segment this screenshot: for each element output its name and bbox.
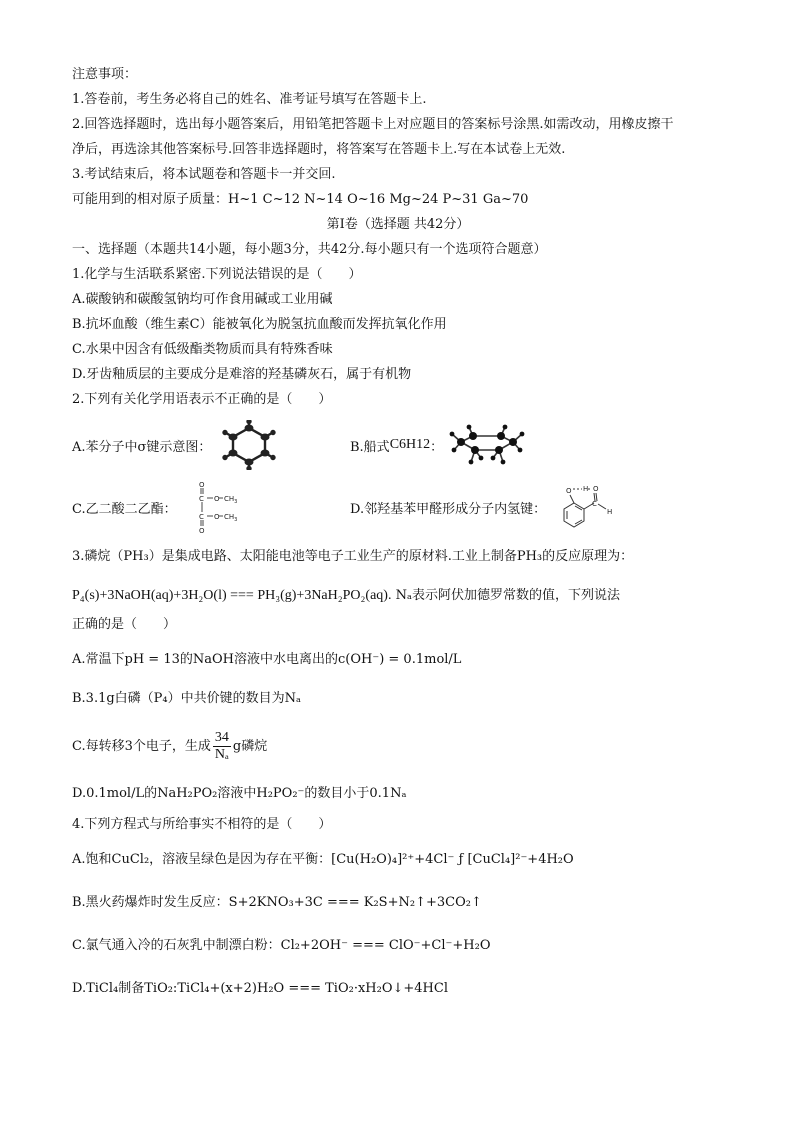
notice-item-2-cont: 净后，再选涂其他答案标号.回答非选择题时，将答案写在答题卡上.写在本试卷上无效. (72, 142, 566, 157)
q3-equation-line (72, 583, 724, 608)
q4-stem: 4.下列方程式与所给事实不相符的是（ ） (72, 817, 332, 832)
q2-row-ab (72, 416, 724, 474)
q3-option-a: A.常温下pH = 13的NaOH溶液中水电离出的c(OH⁻) = 0.1mol/L (72, 652, 462, 667)
q3-option-c-fraction (213, 730, 231, 763)
hbond-label-c: C (592, 500, 597, 508)
hbond-label-h: H (583, 485, 589, 493)
fraction-numerator: 34 (214, 730, 229, 745)
ester-label-c1: C (198, 495, 204, 503)
ester-label-o-top: O (198, 481, 205, 489)
ester-label-c2: C (198, 513, 204, 521)
q3-option-b: B.3.1g白磷（P₄）中共价键的数目为Nₐ (72, 691, 302, 706)
q2-option-c-text: C.乙二酸二乙酯： (72, 501, 177, 517)
q4-option-d: D.TiCl₄制备TiO₂:TiCl₄+(x+2)H₂O === TiO₂·xH₂O↓+4HCl (72, 981, 449, 996)
part-title: 第Ⅰ卷（选择题 共42分） (326, 217, 470, 232)
q1-stem: 1.化学与生活联系紧密.下列说法错误的是（ ） (72, 267, 362, 282)
q4-option-a: A.饱和CuCl₂，溶液呈绿色是因为存在平衡：[Cu(H₂O)₄]²⁺+4Cl⁻ ƒ [CuCl₄]²⁻+4H₂O (72, 852, 574, 867)
ester-label-o1: O (213, 495, 220, 503)
q2-option-d-text: D.邻羟基苯甲醛形成分子内氢键： (350, 501, 547, 517)
q2-formula-c-sub: 6 (399, 437, 407, 452)
q2-formula-c: C (389, 437, 400, 452)
notice-item-1: 1.答卷前，考生务必将自己的姓名、准考证号填写在答题卡上. (72, 92, 427, 107)
q2-option-c (72, 479, 350, 535)
q2-option-b-suffix: ： (430, 439, 444, 455)
q3-option-d: D.0.1mol/L的NaH₂PO₂溶液中H₂PO₂⁻的数目小于0.1Nₐ (72, 786, 407, 801)
q3-equation: P₄(s)+3NaOH(aq)+3H₂O(l) === PH₃(g)+3NaH₂PO₂(aq). (72, 588, 392, 603)
q3-option-c-suffix: g磷烷 (232, 739, 268, 754)
q4-option-b: B.黑火药爆炸时发生反应：S+2KNO₃+3C === K₂S+N₂↑+3CO₂↑ (72, 895, 482, 910)
q1-option-b: B.抗坏血酸（维生素C）能被氧化为脱氢抗血酸而发挥抗氧化作用 (72, 317, 447, 332)
atomic-masses: 可能用到的相对原子质量：H~1 C~12 N~14 O~16 Mg~24 P~31 Ga~70 (72, 192, 529, 207)
q2-formula-h: H (406, 437, 417, 452)
q2-option-b (350, 422, 724, 468)
q2-option-a (72, 420, 350, 470)
q2-row-cd (72, 474, 724, 540)
benzene-sigma-bond-diagram (219, 420, 279, 470)
hbond-label-o1: O (566, 487, 572, 495)
q2-option-d (350, 479, 724, 535)
exam-page (72, 62, 724, 1001)
q3-stem-end: 正确的是（ ） (72, 617, 177, 632)
fraction-denominator: Nₐ (214, 747, 229, 762)
notice-item-2: 2.回答选择题时，选出每小题答案后，用铅笔把答题卡上对应题目的答案标号涂黑.如需改动，用橡皮擦干 (72, 117, 674, 132)
o-hydroxybenzaldehyde-hbond-structure (552, 479, 624, 535)
q3-option-c (72, 729, 724, 765)
q2-stem: 2.下列有关化学用语表示不正确的是（ ） (72, 392, 332, 407)
q2-option-b-prefix: B.船式 (350, 439, 390, 455)
ester-label-ch3-2: $CH_3$ (223, 513, 237, 523)
q1-option-d: D.牙齿釉质层的主要成分是难溶的羟基磷灰石，属于有机物 (72, 367, 412, 382)
q3-equation-tail: Nₐ表示阿伏加德罗常数的值，下列说法 (391, 588, 620, 603)
section-intro: 一、选择题（本题共14小题，每小题3分，共42分.每小题只有一个选项符合题意） (72, 242, 547, 257)
boat-cyclohexane-model (447, 422, 527, 468)
diethyl-oxalate-structure (183, 479, 253, 535)
ester-label-ch3-1: $CH_3$ (223, 495, 237, 505)
q2-formula-h-sub: 12 (416, 437, 431, 452)
hbond-label-o2: O (593, 485, 599, 493)
notice-item-3: 3.考试结束后，将本试题卷和答题卡一并交回. (72, 167, 336, 182)
q2-option-a-text: A.苯分子中σ键示意图： (72, 439, 212, 455)
q1-option-a: A.碳酸钠和碳酸氢钠均可作食用碱或工业用碱 (72, 292, 333, 307)
q1-option-c: C.水果中因含有低级酯类物质而具有特殊香味 (72, 342, 333, 357)
q3-option-c-prefix: C.每转移3个电子，生成 (72, 739, 211, 754)
ester-label-o-bottom: O (198, 527, 205, 535)
q3-stem: 3.磷烷（PH₃）是集成电路、太阳能电池等电子工业生产的原材料.工业上制备PH₃的反应原理为： (72, 549, 634, 564)
q4-option-c: C.氯气通入冷的石灰乳中制漂白粉：Cl₂+2OH⁻ === ClO⁻+Cl⁻+H₂O (72, 938, 491, 953)
hbond-label-h2: H (607, 508, 613, 516)
ester-label-o2: O (213, 513, 220, 521)
notice-heading: 注意事项： (72, 67, 138, 82)
